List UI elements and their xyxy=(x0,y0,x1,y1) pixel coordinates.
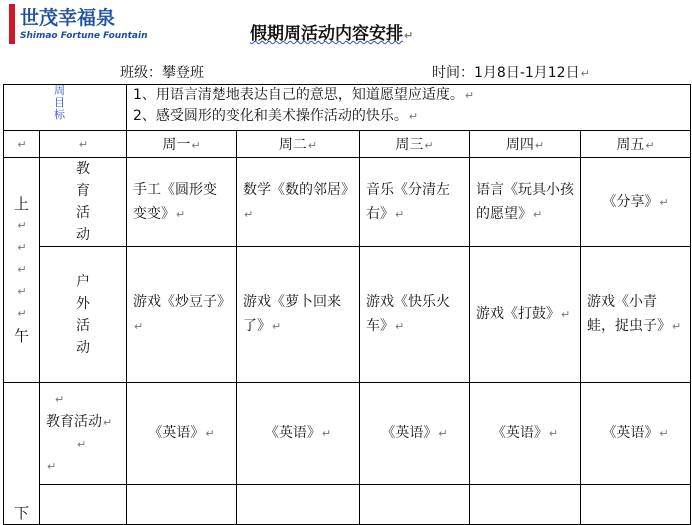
activity-cell: 游戏《快乐火车》↵ xyxy=(360,247,470,383)
goals-label-char: 目 xyxy=(54,96,65,109)
header-blank-cell: ↵ xyxy=(4,131,40,158)
afternoon-next-row xyxy=(4,485,691,525)
english-cell: 《英语》↵ xyxy=(237,383,360,485)
activity-cell: 手工《圆形变变变》↵ xyxy=(127,158,237,247)
category-outdoor: 户 外 活 动 xyxy=(40,247,127,383)
afternoon-education-row xyxy=(4,383,691,485)
english-cell: 《英语》↵ xyxy=(127,383,237,485)
page-title-text: 假期周活动内容安排 xyxy=(250,24,403,44)
goals-label-char: 周 xyxy=(54,84,65,97)
goal-item: 1、用语言清楚地表达自己的意思，知道愿望应适度。↵ xyxy=(133,87,475,103)
empty-cell xyxy=(470,485,581,525)
english-cell: 《英语》↵ xyxy=(360,383,470,485)
activity-cell: 游戏《萝卜回来了》↵ xyxy=(237,247,360,383)
activity-cell: 游戏《炒豆子》↵ xyxy=(127,247,237,383)
empty-cell xyxy=(360,485,470,525)
english-cell: 《英语》↵ xyxy=(581,383,691,485)
goals-row xyxy=(4,85,691,131)
day-header-mon: 周一↵ xyxy=(127,131,237,158)
morning-outdoor-row xyxy=(4,247,691,383)
header-blank-cell: ↵ xyxy=(40,131,127,158)
logo-english-text: Shimao Fortune Fountain xyxy=(20,31,148,41)
activity-cell: 音乐《分清左右》↵ xyxy=(360,158,470,247)
days-header-row xyxy=(4,131,691,158)
class-label-text: 班级：攀登班 xyxy=(120,65,204,81)
activity-cell: 《分享》↵ xyxy=(581,158,691,247)
empty-cell xyxy=(127,485,237,525)
activity-cell: 游戏《小青蛙，捉虫子》↵ xyxy=(581,247,691,383)
brand-logo xyxy=(9,4,148,44)
empty-cell xyxy=(40,485,127,525)
paragraph-mark: ↵ xyxy=(580,67,590,80)
day-header-tue: 周二↵ xyxy=(237,131,360,158)
schedule-table xyxy=(3,84,691,525)
empty-cell xyxy=(237,485,360,525)
morning-education-row xyxy=(4,158,691,247)
activity-cell: 游戏《打鼓》↵ xyxy=(470,247,581,383)
day-header-wed: 周三↵ xyxy=(360,131,470,158)
paragraph-mark: ↵ xyxy=(404,29,414,42)
afternoon-label: 下 xyxy=(4,383,40,525)
goal-item: 2、感受圆形的变化和美术操作活动的快乐。↵ xyxy=(133,108,419,124)
category-education-afternoon: ↵ 教育活动↵ ↵ ↵ xyxy=(40,383,127,485)
goals-content xyxy=(127,85,691,131)
page-title xyxy=(250,19,413,44)
category-education: 教 育 活 动 xyxy=(40,158,127,247)
logo-emblem xyxy=(9,4,15,44)
morning-label: 上 ↵ ↵ ↵ ↵ ↵ 午 xyxy=(4,158,40,383)
logo-chinese-text: 世茂幸福泉 xyxy=(20,7,116,29)
english-cell: 《英语》↵ xyxy=(470,383,581,485)
goals-label-char: 标 xyxy=(54,108,65,121)
day-header-thu: 周四↵ xyxy=(470,131,581,158)
activity-cell: 数学《数的邻居》↵ xyxy=(237,158,360,247)
class-label xyxy=(120,62,204,82)
goals-label xyxy=(4,85,127,131)
empty-cell xyxy=(581,485,691,525)
day-header-fri: 周五↵ xyxy=(581,131,691,158)
time-label xyxy=(432,62,590,82)
time-label-text: 时间：1月8日-1月12日 xyxy=(432,65,580,81)
activity-cell: 语言《玩具小孩的愿望》↵ xyxy=(470,158,581,247)
